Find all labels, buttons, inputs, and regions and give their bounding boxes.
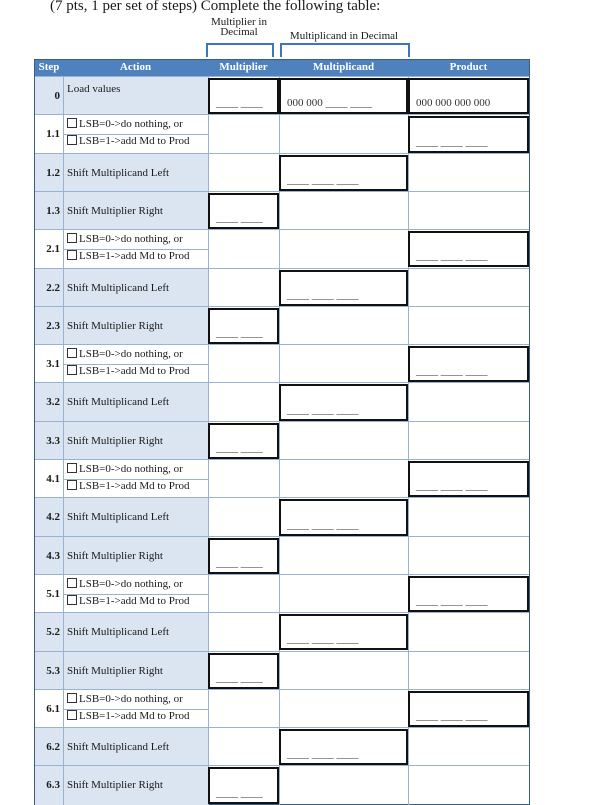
column-divider <box>279 690 280 728</box>
action-option-lsb0[interactable]: LSB=0->do nothing, or <box>67 693 208 705</box>
column-divider <box>208 154 209 192</box>
option-divider <box>64 709 209 710</box>
column-divider <box>408 192 409 230</box>
column-divider <box>208 575 209 613</box>
multiplicand-decimal-label: Multiplicand in Decimal <box>289 30 399 42</box>
multiplier-value: ____ ____ <box>216 556 263 569</box>
step-number: 4.1 <box>46 473 60 485</box>
multiplier-input-box[interactable] <box>208 423 279 459</box>
multiplicand-value: ____ ____ ____ <box>287 518 359 531</box>
action-option-lsb1[interactable]: LSB=1->add Md to Prod <box>67 365 208 377</box>
header-action: Action <box>119 61 152 73</box>
column-divider <box>279 422 280 460</box>
checkbox-icon[interactable] <box>67 118 77 128</box>
multiplier-input-box[interactable] <box>208 193 279 229</box>
multiplier-value: ____ ____ <box>216 441 263 454</box>
step-number: 6.3 <box>35 766 63 804</box>
checkbox-icon[interactable] <box>67 365 77 375</box>
column-divider <box>408 383 409 421</box>
column-divider <box>208 690 209 728</box>
multiplicand-input-box[interactable] <box>279 155 408 191</box>
table-row <box>35 574 529 613</box>
product-input-box[interactable] <box>408 691 529 727</box>
table-row <box>35 268 529 307</box>
action-cell <box>63 575 208 613</box>
table-row <box>35 382 529 421</box>
step-number: 5.1 <box>46 587 60 600</box>
product-value: ____ ____ ____ <box>416 480 488 493</box>
table-row <box>35 191 529 230</box>
column-divider <box>279 537 280 575</box>
column-divider <box>279 766 280 804</box>
action-cell <box>63 115 208 153</box>
action-label: Load values <box>67 83 121 95</box>
multiplicand-value: ____ ____ ____ <box>287 633 359 646</box>
action-option-lsb1[interactable]: LSB=1->add Md to Prod <box>67 710 208 722</box>
multiplier-input-box[interactable] <box>208 767 279 803</box>
instruction-text: (7 pts, 1 per set of steps) Complete the following table: <box>50 0 381 14</box>
header-multiplicand: Multiplicand <box>312 61 375 73</box>
product-value: ____ ____ ____ <box>416 250 488 263</box>
column-divider <box>279 345 280 383</box>
multiplicand-input-box[interactable] <box>279 729 408 765</box>
column-divider <box>208 498 209 536</box>
column-divider <box>208 460 209 498</box>
multiplicand-decimal-box[interactable] <box>280 43 410 57</box>
multiplicand-value: 000 000 ____ ____ <box>287 97 373 110</box>
column-divider <box>279 230 280 268</box>
action-option-lsb0[interactable]: LSB=0->do nothing, or <box>67 578 208 590</box>
action-cell <box>63 383 208 421</box>
header-product: Product <box>449 61 488 73</box>
checkbox-icon[interactable] <box>67 250 77 260</box>
column-divider <box>208 383 209 421</box>
column-divider <box>408 766 409 804</box>
action-cell <box>63 728 208 766</box>
column-divider <box>208 345 209 383</box>
action-label: Shift Multiplier Right <box>67 549 163 562</box>
action-cell <box>63 498 208 536</box>
table-row <box>35 536 529 575</box>
step-number: 6.1 <box>46 702 60 715</box>
multiplier-value: ____ ____ <box>216 97 263 110</box>
step-number: 1.2 <box>35 154 63 192</box>
multiplier-input-box[interactable] <box>208 78 279 114</box>
multiplicand-input-box[interactable] <box>279 614 408 650</box>
action-option-lsb1[interactable]: LSB=1->add Md to Prod <box>67 250 208 262</box>
step-number: 2.1 <box>46 243 60 256</box>
column-divider <box>408 652 409 690</box>
multiplication-table <box>34 59 530 805</box>
step-number: 5.3 <box>35 652 63 690</box>
multiplicand-input-box[interactable] <box>279 499 408 535</box>
column-divider <box>408 422 409 460</box>
multiplicand-value: ____ ____ ____ <box>287 403 359 416</box>
multiplicand-input-box[interactable] <box>279 384 408 420</box>
step-number: 1.3 <box>35 192 63 230</box>
column-divider <box>279 575 280 613</box>
product-input-box[interactable] <box>408 78 529 114</box>
multiplicand-input-box[interactable] <box>279 78 408 114</box>
action-cell <box>63 422 208 460</box>
step-number: 0 <box>35 77 63 115</box>
product-input-box[interactable] <box>408 461 529 497</box>
multiplicand-value: ____ ____ ____ <box>287 288 359 301</box>
checkbox-icon[interactable] <box>67 463 77 473</box>
step-number: 2.3 <box>35 307 63 345</box>
action-cell <box>63 345 208 383</box>
table-row <box>35 612 529 651</box>
action-option-lsb0[interactable]: LSB=0->do nothing, or <box>67 463 208 475</box>
table-header <box>35 60 529 76</box>
table-row <box>35 421 529 460</box>
checkbox-icon[interactable] <box>67 233 77 243</box>
multiplier-input-box[interactable] <box>208 308 279 344</box>
option-divider <box>64 479 209 480</box>
action-label: Shift Multiplier Right <box>67 204 163 217</box>
table-row <box>35 344 529 383</box>
product-value: ____ ____ ____ <box>416 710 488 723</box>
column-divider <box>408 613 409 651</box>
option-divider <box>64 364 209 365</box>
step-number: 2.2 <box>35 269 63 307</box>
multiplier-input-box[interactable] <box>208 653 279 689</box>
product-input-box[interactable] <box>408 116 529 152</box>
column-divider <box>208 613 209 651</box>
column-divider <box>408 498 409 536</box>
product-value: 000 000 000 000 <box>416 97 491 110</box>
column-divider <box>208 115 209 153</box>
table-row <box>35 459 529 498</box>
multiplier-input-box[interactable] <box>208 538 279 574</box>
step-number: 3.2 <box>35 383 63 421</box>
column-divider <box>208 269 209 307</box>
column-divider <box>208 728 209 766</box>
step-number: 3.1 <box>46 358 60 371</box>
table-row <box>35 689 529 728</box>
action-cell <box>63 230 208 268</box>
table-row <box>35 229 529 268</box>
product-input-box[interactable] <box>408 346 529 382</box>
product-input-box[interactable] <box>408 576 529 612</box>
action-cell <box>63 460 208 498</box>
checkbox-icon[interactable] <box>67 693 77 703</box>
option-divider <box>64 594 209 595</box>
option-divider <box>64 249 209 250</box>
table-row <box>35 727 529 766</box>
action-label: Shift Multiplier Right <box>67 434 163 447</box>
table-row <box>35 765 529 804</box>
column-divider <box>279 652 280 690</box>
action-option-lsb1[interactable]: LSB=1->add Md to Prod <box>67 135 208 147</box>
step-number: 6.2 <box>35 728 63 766</box>
column-divider <box>279 307 280 345</box>
action-cell <box>63 766 208 804</box>
step-number: 5.2 <box>35 613 63 651</box>
header-multiplier: Multiplier <box>219 61 268 73</box>
step-number: 4.3 <box>35 537 63 575</box>
action-cell <box>63 269 208 307</box>
action-option-lsb0[interactable]: LSB=0->do nothing, or <box>67 118 208 130</box>
multiplier-decimal-label: Multiplier in Decimal <box>211 16 267 38</box>
column-divider <box>408 154 409 192</box>
checkbox-icon[interactable] <box>67 480 77 490</box>
checkbox-icon[interactable] <box>67 135 77 145</box>
multiplicand-input-box[interactable] <box>279 270 408 306</box>
multiplier-value: ____ ____ <box>216 786 263 799</box>
table-row <box>35 651 529 690</box>
multiplier-decimal-box[interactable] <box>206 43 274 57</box>
table-row <box>35 497 529 536</box>
action-label: Shift Multiplicand Left <box>67 511 170 524</box>
action-option-lsb0[interactable]: LSB=0->do nothing, or <box>67 233 208 245</box>
action-cell <box>63 537 208 575</box>
column-divider <box>279 192 280 230</box>
checkbox-icon[interactable] <box>67 710 77 720</box>
action-label: Shift Multiplier Right <box>67 319 163 332</box>
action-cell <box>63 77 208 115</box>
product-value: ____ ____ ____ <box>416 135 488 148</box>
step-number: 4.2 <box>35 498 63 536</box>
action-label: Shift Multiplicand Left <box>67 396 170 409</box>
column-divider <box>408 728 409 766</box>
multiplicand-value: ____ ____ ____ <box>287 173 359 186</box>
option-divider <box>64 134 209 135</box>
action-option-lsb0[interactable]: LSB=0->do nothing, or <box>67 348 208 360</box>
multiplier-value: ____ ____ <box>216 327 263 340</box>
action-label: Shift Multiplier Right <box>67 779 163 792</box>
action-label: Shift Multiplicand Left <box>67 281 170 294</box>
header-step: Step <box>38 61 60 73</box>
checkbox-icon[interactable] <box>67 348 77 358</box>
column-divider <box>408 307 409 345</box>
action-label: Shift Multiplicand Left <box>67 166 170 179</box>
multiplicand-value: ____ ____ ____ <box>287 748 359 761</box>
column-divider <box>408 269 409 307</box>
action-label: Shift Multiplicand Left <box>67 626 170 639</box>
product-value: ____ ____ ____ <box>416 365 488 378</box>
column-divider <box>208 230 209 268</box>
action-label: Shift Multiplier Right <box>67 664 163 677</box>
action-option-lsb1[interactable]: LSB=1->add Md to Prod <box>67 595 208 607</box>
checkbox-icon[interactable] <box>67 595 77 605</box>
table-row <box>35 76 529 115</box>
action-cell <box>63 690 208 728</box>
action-cell <box>63 652 208 690</box>
column-divider <box>408 537 409 575</box>
column-divider <box>279 115 280 153</box>
checkbox-icon[interactable] <box>67 578 77 588</box>
column-divider <box>279 460 280 498</box>
table-row <box>35 114 529 153</box>
product-value: ____ ____ ____ <box>416 595 488 608</box>
step-number: 3.3 <box>35 422 63 460</box>
action-cell <box>63 613 208 651</box>
step-number: 1.1 <box>46 128 60 141</box>
multiplier-value: ____ ____ <box>216 212 263 225</box>
table-row <box>35 153 529 192</box>
multiplier-value: ____ ____ <box>216 671 263 684</box>
action-cell <box>63 154 208 192</box>
table-row <box>35 306 529 345</box>
product-input-box[interactable] <box>408 231 529 267</box>
action-cell <box>63 307 208 345</box>
action-label: Shift Multiplicand Left <box>67 741 170 754</box>
action-option-lsb1[interactable]: LSB=1->add Md to Prod <box>67 480 208 492</box>
action-cell <box>63 192 208 230</box>
